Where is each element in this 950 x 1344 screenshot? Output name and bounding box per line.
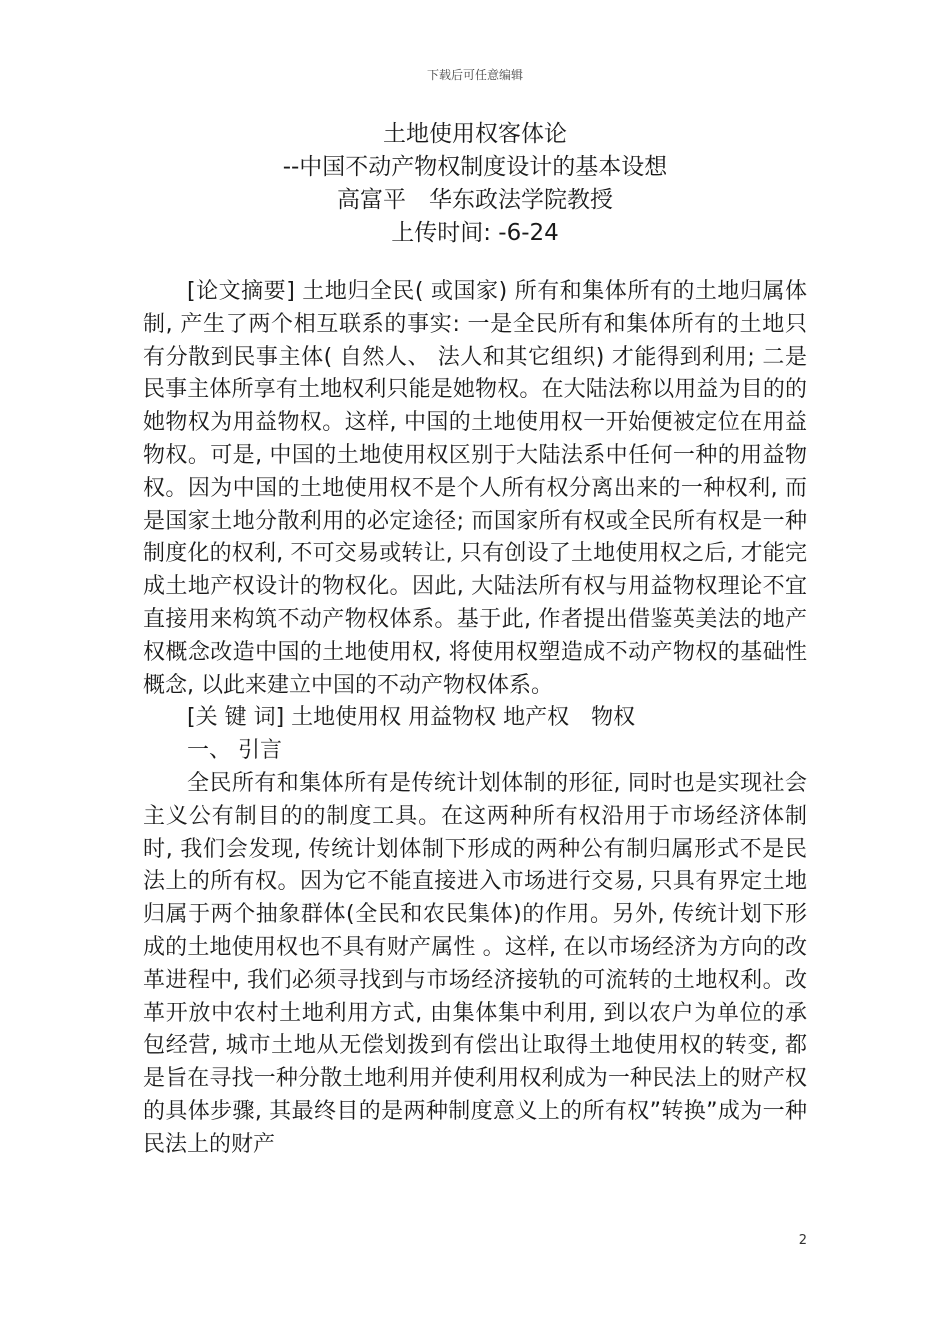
page-number: 2 <box>798 1233 807 1248</box>
author-line: 高富平 华东政法学院教授 <box>337 187 613 213</box>
abstract-paragraph: [论文摘要] 土地归全民( 或国家) 所有和集体所有的土地归属体制, 产生了两个相互联系的事实: 一是全民所有和集体所有的土地只有分散到民事主体( 自然人、 法人和其它组织) 才能得到利用; 二是民事主体所享有土地权利只能是她物权。在大陆法称以用益为目的的她物权为用益物权。这样, 中国的土地使用权一开始便被定位在用益物权。可是, 中国的土地使用权区别于大陆法系中任何一种的用益物权。因为中国的土地使用权不是个人所有权分离出来的一种权利, 而是国家土地分散利用的必定途径; 而国家所有权或全民所有权是一种制度化的权利, 不可交易或转让, 只有创设了土地使用权之后, 才能完成土地产权设计的物权化。因此, 大陆法所有权与用益物权理论不宜直接用来构筑不动产物权体系。基于此, 作者提出借鉴英美法的地产权概念改造中国的土地使用权, 将使用权塑造成不动产物权的基础性概念, 以此来建立中国的不动产物权体系。 <box>143 279 807 698</box>
upload-date: 上传时间: -6-24 <box>391 220 559 246</box>
body-text <box>143 276 807 1162</box>
title-block <box>0 118 950 250</box>
intro-paragraph: 全民所有和集体所有是传统计划体制的形征, 同时也是实现社会主义公有制目的的制度工具。在这两种所有权沿用于市场经济体制时, 我们会发现, 传统计划体制下形成的两种公有制归属形式不是民法上的所有权。因为它不能直接进入市场进行交易, 只具有界定土地归属于两个抽象群体(全民和农民集体)的作用。另外, 传统计划下形成的土地使用权也不具有财产属性 。这样, 在以市场经济为方向的改革进程中, 我们必须寻找到与市场经济接轨的可流转的土地权利。改革开放中农村土地利用方式, 由集体集中利用, 到以农户为单位的承包经营, 城市土地从无偿划拨到有偿出让取得土地使用权的转变, 都是旨在寻找一种分散土地利用并使利用权利成为一种民法上的财产权的具体步骤, 其最终目的是两种制度意义上的所有权”转换”成为一种民法上的财产 <box>143 770 807 1157</box>
article-title: 土地使用权客体论 <box>383 121 567 147</box>
header-note: 下载后可任意编辑 <box>426 68 523 82</box>
keywords-line: [关 键 词] 土地使用权 用益物权 地产权 物权 <box>187 705 636 731</box>
article-subtitle: --中国不动产物权制度设计的基本设想 <box>282 154 668 180</box>
section-heading: 一、 引言 <box>187 738 282 764</box>
